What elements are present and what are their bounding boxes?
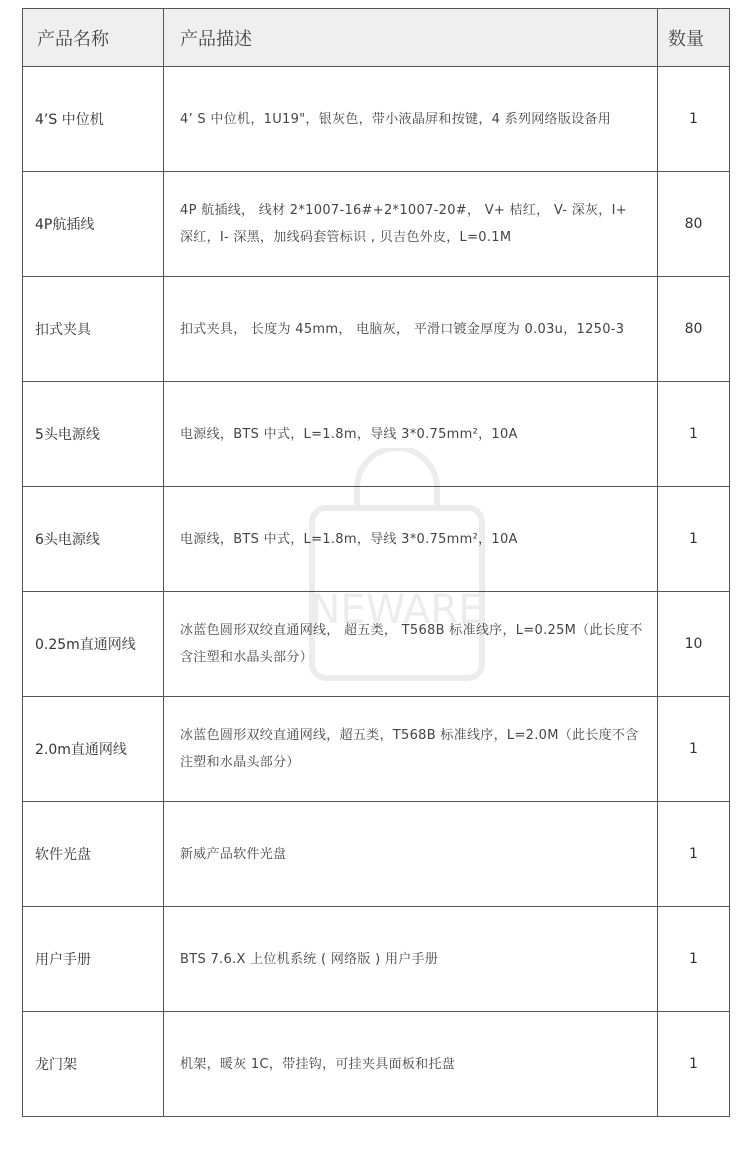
quantity-cell: 80 [658,277,730,382]
header-product-description: 产品描述 [164,9,658,67]
table-row [23,487,730,592]
product-description-cell: 电源线，BTS 中式，L=1.8m，导线 3*0.75mm²，10A [164,487,658,592]
product-description-cell: 冰蓝色圆形双绞直通网线， 超五类， T568B 标准线序，L=0.25M（此长度不含注塑和水晶头部分） [164,592,658,697]
table-row [23,802,730,907]
table-row [23,382,730,487]
quantity-cell: 1 [658,382,730,487]
quantity-cell: 1 [658,1012,730,1117]
product-name-cell: 5头电源线 [23,382,164,487]
quantity-cell: 10 [658,592,730,697]
quantity-cell: 1 [658,67,730,172]
header-quantity: 数量 [658,9,730,67]
product-name-cell: 4’S 中位机 [23,67,164,172]
product-table [22,8,730,1117]
watermark-text: NEWARE [310,587,484,633]
product-description-cell: 冰蓝色圆形双绞直通网线，超五类，T568B 标准线序，L=2.0M（此长度不含注塑和水晶头部分） [164,697,658,802]
product-name-cell: 2.0m直通网线 [23,697,164,802]
header-product-name: 产品名称 [23,9,164,67]
product-list-sheet [22,8,729,1124]
product-description-cell: 电源线，BTS 中式，L=1.8m，导线 3*0.75mm²，10A [164,382,658,487]
table-body [23,67,730,1117]
product-description-cell: 新威产品软件光盘 [164,802,658,907]
quantity-cell: 1 [658,487,730,592]
product-name-cell: 软件光盘 [23,802,164,907]
product-description-cell: 机架，暖灰 1C，带挂钩，可挂夹具面板和托盘 [164,1012,658,1117]
quantity-cell: 80 [658,172,730,277]
quantity-cell: 1 [658,697,730,802]
product-name-cell: 扣式夹具 [23,277,164,382]
product-name-cell: 龙门架 [23,1012,164,1117]
table-header-row [23,9,730,67]
product-name-cell: 用户手册 [23,907,164,1012]
product-name-cell: 6头电源线 [23,487,164,592]
product-description-cell: 4P 航插线， 线材 2*1007-16#+2*1007-20#， V+ 桔红， V- 深灰，I+ 深红，I- 深黑，加线码套管标识 , 贝吉色外皮，L=0.1M [164,172,658,277]
quantity-cell: 1 [658,907,730,1012]
table-row [23,697,730,802]
table-row [23,592,730,697]
product-description-cell: BTS 7.6.X 上位机系统 ( 网络版 ) 用户手册 [164,907,658,1012]
product-name-cell: 4P航插线 [23,172,164,277]
table-row [23,172,730,277]
product-description-cell: 4’ S 中位机，1U19"，银灰色，带小液晶屏和按键，4 系列网络版设备用 [164,67,658,172]
table-row [23,67,730,172]
table-row [23,1012,730,1117]
quantity-cell: 1 [658,802,730,907]
table-row [23,907,730,1012]
product-name-cell: 0.25m直通网线 [23,592,164,697]
table-row [23,277,730,382]
product-description-cell: 扣式夹具， 长度为 45mm， 电脑灰， 平滑口镀金厚度为 0.03u，1250-3 [164,277,658,382]
